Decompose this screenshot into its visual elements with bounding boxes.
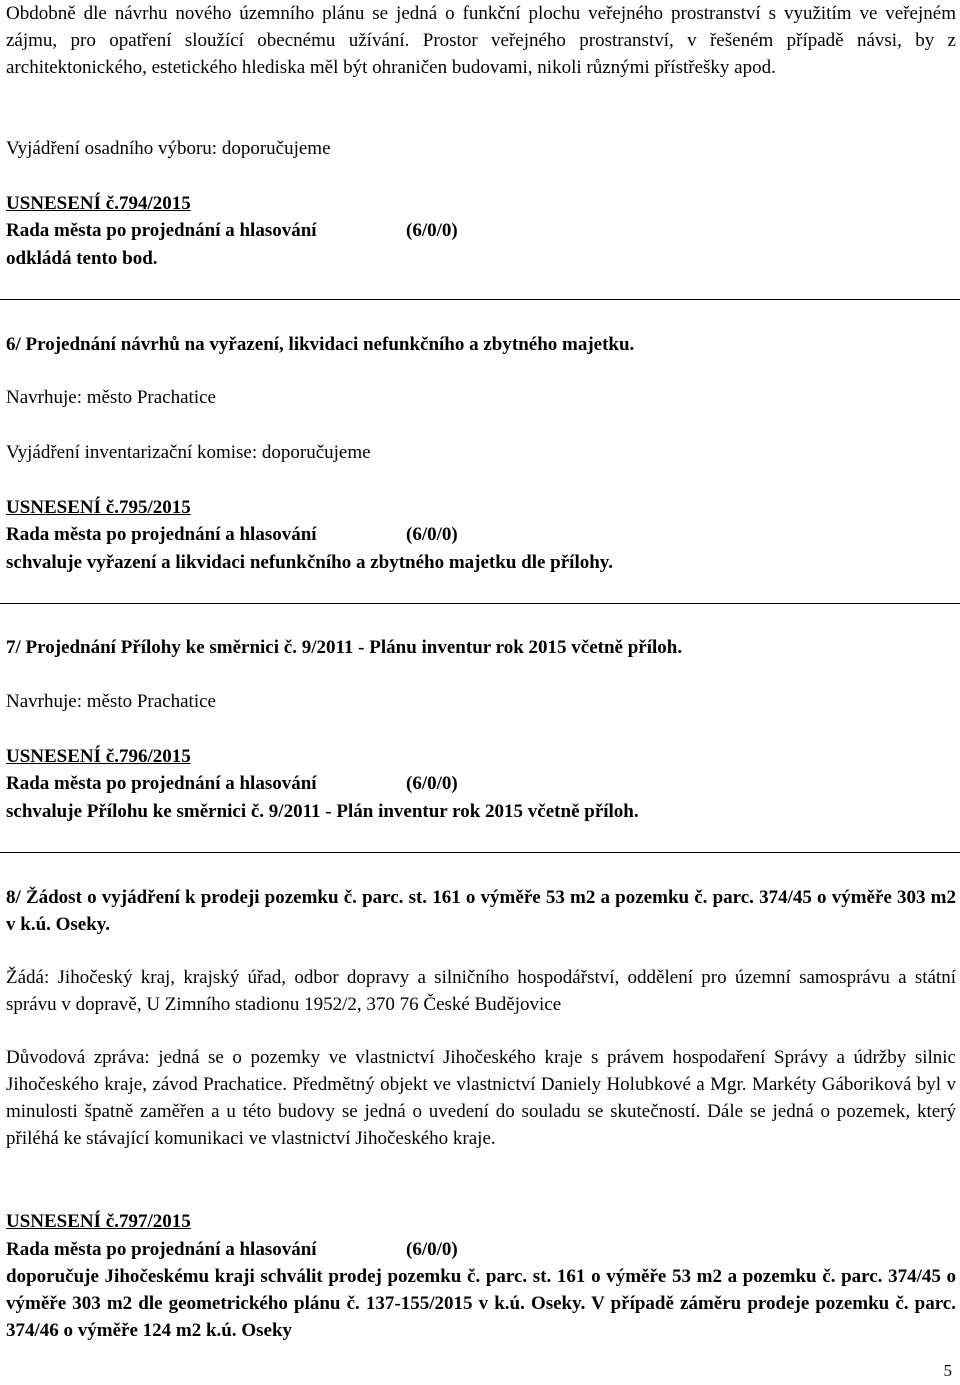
- resolution-796-vote-line: [6, 770, 956, 797]
- council-text: Rada města po projednání a hlasování: [6, 1239, 317, 1260]
- vote-count: (6/0/0): [406, 773, 458, 794]
- section-divider: [0, 299, 960, 300]
- council-text: Rada města po projednání a hlasování: [6, 773, 317, 794]
- resolution-797-vote-line: [6, 1236, 956, 1263]
- section-divider: [0, 603, 960, 604]
- resolution-794-number: USNESENÍ č.794/2015: [6, 193, 191, 214]
- item-8-title: 8/ Žádost o vyjádření k prodeji pozemku č. parc. st. 161 o výměře 53 m2 a pozemku č. parc. 374/45 o výměře 303 m2 v k.ú. Oseky.: [6, 887, 956, 935]
- item-8-applicant: Žádá: Jihočeský kraj, krajský úřad, odbor dopravy a silničního hospodářství, oddělení pro územní samosprávu a státní správu v dopravě, U Zimního stadionu 1952/2, 370 76 České Budějovice: [6, 967, 956, 1015]
- section-divider: [0, 852, 960, 853]
- inventory-committee-statement: Vyjádření inventarizační komise: doporučujeme: [6, 442, 371, 463]
- page-number: 5: [943, 1361, 952, 1380]
- resolution-797-number: USNESENÍ č.797/2015: [6, 1211, 191, 1232]
- vote-count: (6/0/0): [406, 220, 458, 241]
- resolution-794-decision: odkládá tento bod.: [6, 248, 158, 269]
- resolution-795-number: USNESENÍ č.795/2015: [6, 497, 191, 518]
- resolution-794-vote-line: [6, 217, 956, 244]
- resolution-795-vote-line: [6, 521, 956, 548]
- item-7-proposer: Navrhuje: město Prachatice: [6, 691, 216, 712]
- resolution-797-decision: doporučuje Jihočeskému kraji schválit prodej pozemku č. parc. st. 161 o výměře 53 m2 a pozemku č. parc. 374/45 o výměře 303 m2 dle geometrického plánu č. 137-155/2015 v k.ú. Oseky. V případě záměru prodeje pozemku č. parc. 374/46 o výměře 124 m2 k.ú. Oseky: [6, 1266, 956, 1341]
- resolution-796-number: USNESENÍ č.796/2015: [6, 746, 191, 767]
- item-6-title: 6/ Projednání návrhů na vyřazení, likvidaci nefunkčního a zbytného majetku.: [6, 334, 635, 355]
- vote-count: (6/0/0): [406, 524, 458, 545]
- settlement-committee-statement: Vyjádření osadního výboru: doporučujeme: [6, 138, 331, 159]
- explanatory-report: Důvodová zpráva: jedná se o pozemky ve vlastnictví Jihočeského kraje s právem hospodaření Správy a údržby silnic Jihočeského kraje, závod Prachatice. Předmětný objekt ve vlastnictví Daniely Holubkové a Mgr. Markéty Gáboriková byl v minulosti špatně zaměřen a u této budovy se jedná o uvedení do souladu se skutečností. Dále se jedná o pozemek, který přiléhá ke stávající komunikaci ve vlastnictví Jihočeského kraje.: [6, 1047, 956, 1149]
- item-7-title: 7/ Projednání Přílohy ke směrnici č. 9/2011 - Plánu inventur rok 2015 včetně příloh.: [6, 637, 683, 658]
- item-6-proposer: Navrhuje: město Prachatice: [6, 387, 216, 408]
- council-text: Rada města po projednání a hlasování: [6, 220, 317, 241]
- resolution-795-decision: schvaluje vyřazení a likvidaci nefunkčního a zbytného majetku dle přílohy.: [6, 552, 613, 573]
- intro-paragraph: Obdobně dle návrhu nového územního plánu se jedná o funkční plochu veřejného prostranství s využitím ve veřejném zájmu, pro opatření sloužící obecnému užívání. Prostor veřejného prostranství, v řešeném případě návsi, by z architektonického, estetického hlediska měl být ohraničen budovami, nikoli různými přístřešky apod.: [6, 3, 956, 78]
- council-text: Rada města po projednání a hlasování: [6, 524, 317, 545]
- vote-count: (6/0/0): [406, 1239, 458, 1260]
- resolution-796-decision: schvaluje Přílohu ke směrnici č. 9/2011 - Plán inventur rok 2015 včetně příloh.: [6, 801, 639, 822]
